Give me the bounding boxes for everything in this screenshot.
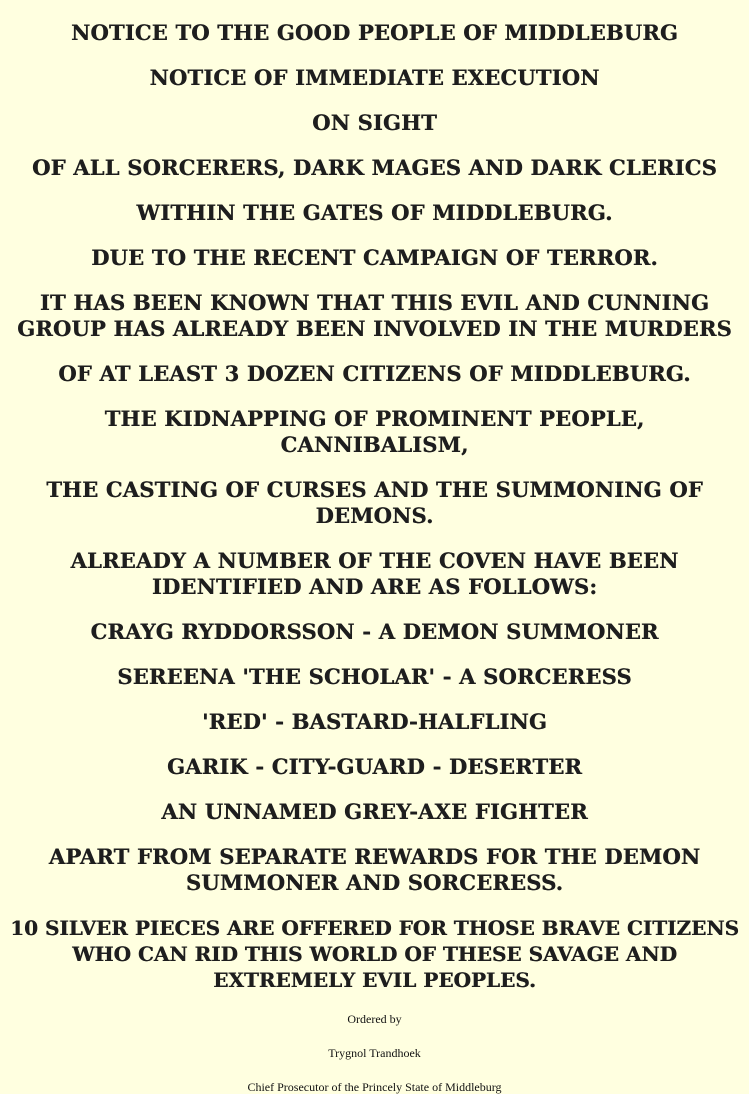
coven-member: CRAYG RYDDORSSON - A DEMON SUMMONER xyxy=(90,619,659,644)
coven-member: SEREENA 'THE SCHOLAR' - A SORCERESS xyxy=(117,664,632,689)
coven-member: AN UNNAMED GREY-AXE FIGHTER xyxy=(161,799,588,824)
signatory-name: Trygnol Trandhoek xyxy=(328,1046,421,1060)
notice-line: DUE TO THE RECENT CAMPAIGN OF TERROR. xyxy=(91,245,658,270)
notice-title: NOTICE OF IMMEDIATE EXECUTION xyxy=(149,65,600,90)
coven-member: GARIK - CITY-GUARD - DESERTER xyxy=(166,754,583,779)
notice-heading: NOTICE TO THE GOOD PEOPLE OF MIDDLEBURG xyxy=(70,20,679,45)
reward-line: 10 SILVER PIECES ARE OFFERED FOR THOSE BRAVE CITIZENS WHO CAN RID THIS WORLD OF THESE SAVAGE AND EXTREMELY EVIL PEOPLES. xyxy=(10,916,739,992)
coven-member: 'RED' - BASTARD-HALFLING xyxy=(202,709,547,734)
signatory-title: Chief Prosecutor of the Princely State of Middleburg xyxy=(247,1080,502,1094)
notice-line: IT HAS BEEN KNOWN THAT THIS EVIL AND CUNNING GROUP HAS ALREADY BEEN INVOLVED IN THE MURDERS xyxy=(17,290,732,341)
notice-line: OF AT LEAST 3 DOZEN CITIZENS OF MIDDLEBURG. xyxy=(58,361,691,386)
notice-line: THE KIDNAPPING OF PROMINENT PEOPLE, CANNIBALISM, xyxy=(104,406,645,457)
ordered-by: Ordered by xyxy=(347,1012,402,1026)
notice-line: WITHIN THE GATES OF MIDDLEBURG. xyxy=(136,200,613,225)
notice-line: ALREADY A NUMBER OF THE COVEN HAVE BEEN IDENTIFIED AND ARE AS FOLLOWS: xyxy=(70,548,679,599)
notice-line: ON SIGHT xyxy=(312,110,437,135)
notice-line: APART FROM SEPARATE REWARDS FOR THE DEMON SUMMONER AND SORCERESS. xyxy=(48,844,701,895)
notice-line: THE CASTING OF CURSES AND THE SUMMONING OF DEMONS. xyxy=(46,477,703,528)
notice-line: OF ALL SORCERERS, DARK MAGES AND DARK CLERICS xyxy=(32,155,717,180)
